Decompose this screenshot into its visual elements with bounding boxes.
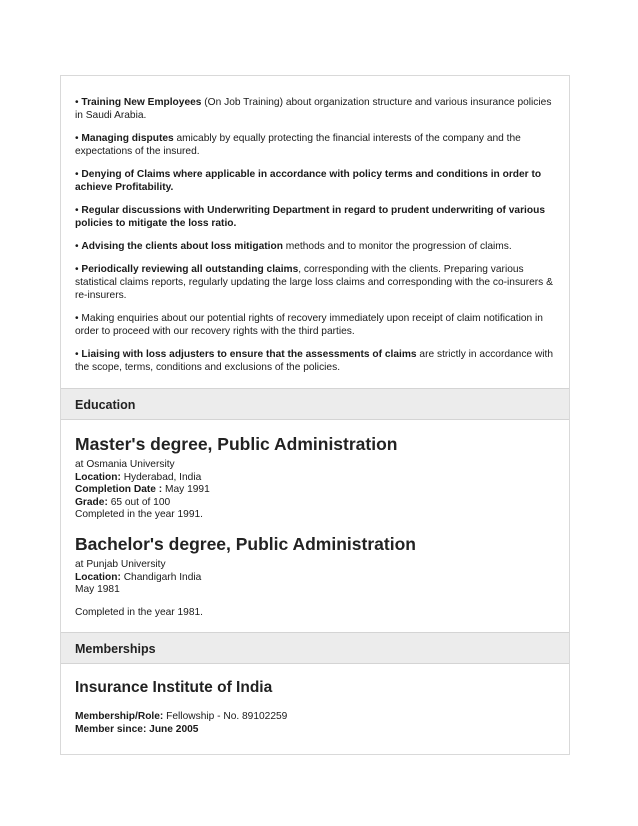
degree-title: Bachelor's degree, Public Administration bbox=[75, 534, 416, 554]
list-item: • Regular discussions with Underwriting Department in regard to prudent underwriting of various policies to mitigate the loss ratio. bbox=[75, 205, 545, 229]
member-since: Member since: June 2005 bbox=[75, 723, 199, 735]
location: Location: Hyderabad, India bbox=[75, 471, 202, 483]
membership-role: Membership/Role: Fellowship - No. 89102259 bbox=[75, 711, 288, 722]
institution: at Osmania University bbox=[75, 459, 175, 470]
membership-entry bbox=[75, 677, 560, 736]
section-title: Education bbox=[75, 398, 136, 412]
list-item: • Making enquiries about our potential rights of recovery immediately upon receipt of claim notification in order to proceed with our recovery rights with the third parties. bbox=[75, 313, 543, 337]
completed-note: Completed in the year 1991. bbox=[75, 509, 203, 520]
completion-date: Completion Date : May 1991 bbox=[75, 484, 210, 495]
list-item: • Training New Employees (On Job Training) about organization structure and various insurance policies in Saudi Arabia. bbox=[75, 97, 552, 121]
location: Location: Chandigarh India bbox=[75, 571, 202, 583]
memberships-section-header bbox=[61, 632, 569, 664]
degree-title: Master's degree, Public Administration bbox=[75, 434, 398, 454]
list-item: • Advising the clients about loss mitigation methods and to monitor the progression of claims. bbox=[75, 241, 512, 252]
grade: Grade: 65 out of 100 bbox=[75, 496, 171, 508]
responsibilities-list bbox=[75, 96, 560, 384]
list-item: • Liaising with loss adjusters to ensure that the assessments of claims are strictly in accordance with the scope, terms, conditions and exclusions of the policies. bbox=[75, 349, 554, 373]
organization-name: Insurance Institute of India bbox=[75, 679, 273, 696]
date: May 1981 bbox=[75, 584, 120, 595]
section-title: Memberships bbox=[75, 642, 156, 656]
list-item: • Managing disputes amicably by equally protecting the financial interests of the company and the expectations of the insured. bbox=[75, 133, 521, 157]
institution: at Punjab University bbox=[75, 559, 166, 570]
education-entry-bachelors bbox=[75, 533, 560, 619]
list-item: • Denying of Claims where applicable in accordance with policy terms and conditions in order to achieve Profitability. bbox=[75, 169, 542, 193]
education-section-header bbox=[61, 388, 569, 420]
list-item: • Periodically reviewing all outstanding claims, corresponding with the clients. Preparing various statistical claims reports, regularly updating the large loss claims and corresponding with the co-insurers & re-insurers. bbox=[75, 264, 553, 301]
completed-note: Completed in the year 1981. bbox=[75, 606, 203, 618]
education-entry-masters bbox=[75, 433, 560, 522]
